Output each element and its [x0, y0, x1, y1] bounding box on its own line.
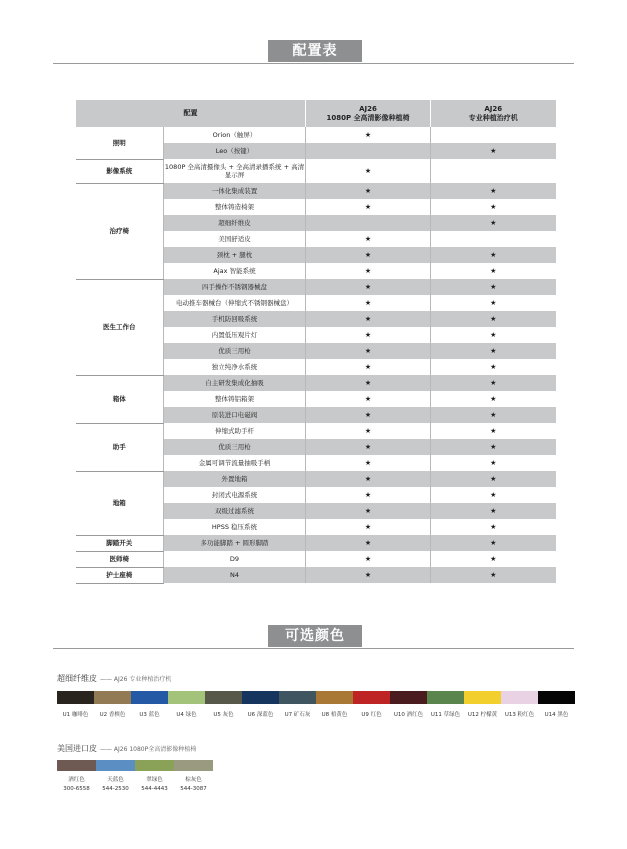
item-cell: 优质三用枪 [164, 439, 306, 455]
leather-labels [57, 776, 213, 794]
category-cell: 治疗椅 [76, 183, 164, 279]
model-1-cell [306, 407, 431, 423]
leather-swatch [174, 760, 213, 771]
section-title: 可选颜色 [268, 625, 362, 647]
microfiber-swatches [57, 691, 575, 704]
header-model-1: AJ26 1080P 全高清影像种植椅 [306, 100, 431, 127]
model-2-cell [431, 343, 556, 359]
item-cell: N4 [164, 567, 306, 583]
model-1-cell [306, 487, 431, 503]
swatch-label: U1 咖啡色 [62, 712, 89, 718]
item-cell: Orion（触屏） [164, 127, 306, 143]
model-2-cell [431, 519, 556, 535]
star-icon: ★ [364, 395, 372, 403]
item-cell: 整体铸铝箱架 [164, 391, 306, 407]
swatch-label: U11 草绿色 [430, 712, 461, 718]
color-swatch [427, 691, 464, 704]
swatch-label: U5 灰色 [213, 712, 234, 718]
section-title: 配置表 [268, 40, 362, 62]
item-cell: 四手操作不锈钢器械盘 [164, 279, 306, 295]
divider [53, 648, 574, 649]
model-2-cell [431, 503, 556, 519]
color-swatch [538, 691, 575, 704]
model-1-cell [306, 423, 431, 439]
model-2-cell [431, 535, 556, 551]
star-icon: ★ [490, 251, 497, 259]
item-cell: 超细纤维皮 [164, 215, 306, 231]
microfiber-labels [57, 710, 575, 718]
star-icon: ★ [364, 235, 372, 243]
star-icon: ★ [490, 299, 497, 307]
star-icon: ★ [364, 539, 372, 547]
header-model-2: AJ26 专业种植治疗机 [431, 100, 556, 127]
model-1-cell [306, 551, 431, 567]
star-icon: ★ [490, 315, 497, 323]
star-icon: ★ [490, 459, 497, 467]
star-icon: ★ [490, 555, 497, 563]
model-1-cell [306, 247, 431, 263]
swatch-label: U8 梧黄色 [321, 712, 348, 718]
model-1-cell [306, 471, 431, 487]
swatch-label: U14 黑色 [544, 712, 569, 718]
model-1-cell [306, 503, 431, 519]
swatch-label: U6 深蓝色 [247, 712, 274, 718]
model-2-cell [431, 127, 556, 143]
item-cell: 原装进口电磁阀 [164, 407, 306, 423]
item-cell: 优质三用枪 [164, 343, 306, 359]
header-config: 配置 [76, 100, 306, 127]
star-icon: ★ [364, 363, 372, 371]
star-icon: ★ [364, 131, 372, 139]
star-icon: ★ [364, 475, 372, 483]
model-1-cell [306, 375, 431, 391]
model-1-cell [306, 215, 431, 231]
model-1-cell [306, 327, 431, 343]
table-row [76, 535, 556, 551]
star-icon: ★ [490, 219, 497, 227]
star-icon: ★ [364, 283, 372, 291]
star-icon: ★ [364, 167, 372, 175]
model-1-cell [306, 159, 431, 183]
swatch-label: U7 矿石灰 [284, 712, 311, 718]
model-2-cell [431, 567, 556, 583]
model-1-cell [306, 279, 431, 295]
table-row [76, 551, 556, 567]
item-cell: 金属可调节流量抽吸手柄 [164, 455, 306, 471]
item-cell: 一体化集成装置 [164, 183, 306, 199]
star-icon: ★ [490, 187, 497, 195]
star-icon: ★ [364, 299, 372, 307]
table-row [76, 423, 556, 439]
leather-label: 棕灰色 544-3087 [180, 777, 207, 792]
leather-title: 美国进口皮 —— AJ26 1080P全高清影像种植椅 [57, 744, 197, 753]
model-2-cell [431, 423, 556, 439]
model-2-cell [431, 551, 556, 567]
category-cell: 医师椅 [76, 551, 164, 567]
model-1-cell [306, 127, 431, 143]
model-1-cell [306, 391, 431, 407]
item-cell: 外置地箱 [164, 471, 306, 487]
color-swatch [57, 691, 94, 704]
star-icon: ★ [490, 475, 497, 483]
color-swatch [353, 691, 390, 704]
item-cell: Ajax 智能系统 [164, 263, 306, 279]
star-icon: ★ [490, 363, 497, 371]
item-cell: 手机防回吸系统 [164, 311, 306, 327]
model-1-cell [306, 359, 431, 375]
star-icon: ★ [490, 411, 497, 419]
item-cell: 双级过滤系统 [164, 503, 306, 519]
star-icon: ★ [490, 283, 497, 291]
star-icon: ★ [490, 523, 497, 531]
star-icon: ★ [364, 203, 372, 211]
model-1-cell [306, 567, 431, 583]
category-cell: 助手 [76, 423, 164, 471]
item-cell: 美国舒适皮 [164, 231, 306, 247]
swatch-label: U10 酒红色 [393, 712, 424, 718]
star-icon: ★ [364, 187, 372, 195]
star-icon: ★ [364, 315, 372, 323]
item-cell: 内置低压观片灯 [164, 327, 306, 343]
star-icon: ★ [490, 571, 497, 579]
item-cell: 电动推车器械台（伸缩式不锈钢器械盘） [164, 295, 306, 311]
model-1-cell [306, 311, 431, 327]
item-cell: 封闭式电源系统 [164, 487, 306, 503]
star-icon: ★ [364, 331, 372, 339]
swatch-label: U12 柠檬黄 [467, 712, 498, 718]
star-icon: ★ [490, 539, 497, 547]
star-icon: ★ [364, 379, 372, 387]
category-cell: 护士座椅 [76, 567, 164, 583]
item-cell: HPSS 稳压系统 [164, 519, 306, 535]
star-icon: ★ [364, 555, 372, 563]
star-icon: ★ [364, 571, 372, 579]
model-1-cell [306, 439, 431, 455]
model-2-cell [431, 143, 556, 159]
star-icon: ★ [490, 147, 497, 155]
star-icon: ★ [490, 347, 497, 355]
category-cell: 箱体 [76, 375, 164, 423]
star-icon: ★ [364, 491, 372, 499]
leather-label: 酒红色 300-6558 [63, 777, 90, 792]
color-swatch [390, 691, 427, 704]
model-2-cell [431, 359, 556, 375]
model-2-cell [431, 471, 556, 487]
star-icon: ★ [490, 379, 497, 387]
category-cell: 影像系统 [76, 159, 164, 183]
star-icon: ★ [364, 411, 372, 419]
table-row [76, 279, 556, 295]
leather-label: 天蓝色 544-2530 [102, 777, 129, 792]
star-icon: ★ [364, 347, 372, 355]
star-icon: ★ [364, 507, 372, 515]
model-1-cell [306, 199, 431, 215]
model-1-cell [306, 343, 431, 359]
model-1-cell [306, 535, 431, 551]
star-icon: ★ [490, 491, 497, 499]
category-cell: 医生工作台 [76, 279, 164, 375]
color-swatch [316, 691, 353, 704]
color-swatch [242, 691, 279, 704]
item-cell: D9 [164, 551, 306, 567]
star-icon: ★ [490, 267, 497, 275]
model-1-cell [306, 143, 431, 159]
model-2-cell [431, 159, 556, 183]
model-1-cell [306, 231, 431, 247]
table-row [76, 127, 556, 143]
model-2-cell [431, 199, 556, 215]
model-1-cell [306, 455, 431, 471]
color-swatch [205, 691, 242, 704]
divider [53, 63, 574, 64]
star-icon: ★ [364, 427, 372, 435]
leather-swatch [135, 760, 174, 771]
model-1-cell [306, 183, 431, 199]
model-2-cell [431, 391, 556, 407]
item-cell: 1080P 全高清摄像头 + 全高清录播系统 + 高清显示屏 [164, 159, 306, 183]
model-1-cell [306, 263, 431, 279]
table-row [76, 183, 556, 199]
star-icon: ★ [490, 427, 497, 435]
model-2-cell [431, 407, 556, 423]
model-2-cell [431, 183, 556, 199]
model-2-cell [431, 327, 556, 343]
model-2-cell [431, 455, 556, 471]
config-table [75, 100, 556, 584]
color-swatch [279, 691, 316, 704]
swatch-label: U13 粉红色 [504, 712, 535, 718]
category-cell: 脚踏开关 [76, 535, 164, 551]
item-cell: 独立纯净水系统 [164, 359, 306, 375]
model-1-cell [306, 519, 431, 535]
item-cell: Leo（按键） [164, 143, 306, 159]
color-swatch [501, 691, 538, 704]
item-cell: 整体铸造椅架 [164, 199, 306, 215]
model-2-cell [431, 311, 556, 327]
star-icon: ★ [490, 443, 497, 451]
star-icon: ★ [364, 267, 372, 275]
star-icon: ★ [364, 459, 372, 467]
table-row [76, 471, 556, 487]
item-cell: 多功能脚踏 + 圆形脚踏 [164, 535, 306, 551]
model-2-cell [431, 279, 556, 295]
model-2-cell [431, 439, 556, 455]
leather-label: 翠绿色 544-4443 [141, 777, 168, 792]
table-row [76, 159, 556, 183]
category-cell: 地箱 [76, 471, 164, 535]
color-swatch [168, 691, 205, 704]
model-2-cell [431, 375, 556, 391]
star-icon: ★ [490, 507, 497, 515]
table-row [76, 375, 556, 391]
model-2-cell [431, 487, 556, 503]
model-2-cell [431, 231, 556, 247]
item-cell: 颈枕 + 腿枕 [164, 247, 306, 263]
leather-swatch [57, 760, 96, 771]
star-icon: ★ [490, 203, 497, 211]
table-row [76, 567, 556, 583]
color-swatch [464, 691, 501, 704]
star-icon: ★ [364, 251, 372, 259]
swatch-label: U4 绿色 [176, 712, 197, 718]
item-cell: 伸缩式助手杆 [164, 423, 306, 439]
star-icon: ★ [490, 395, 497, 403]
item-cell: 自主研发集成化抽吸 [164, 375, 306, 391]
model-2-cell [431, 295, 556, 311]
swatch-label: U2 香槟色 [99, 712, 126, 718]
category-cell: 照明 [76, 127, 164, 159]
leather-swatches [57, 760, 213, 771]
model-2-cell [431, 215, 556, 231]
color-swatch [94, 691, 131, 704]
model-2-cell [431, 247, 556, 263]
model-2-cell [431, 263, 556, 279]
microfiber-title: 超细纤维皮 —— AJ26 专业种植治疗机 [57, 674, 172, 683]
color-swatch [131, 691, 168, 704]
model-1-cell [306, 295, 431, 311]
star-icon: ★ [364, 523, 372, 531]
star-icon: ★ [490, 331, 497, 339]
leather-swatch [96, 760, 135, 771]
swatch-label: U3 蓝色 [139, 712, 160, 718]
star-icon: ★ [364, 443, 372, 451]
swatch-label: U9 红色 [361, 712, 382, 718]
